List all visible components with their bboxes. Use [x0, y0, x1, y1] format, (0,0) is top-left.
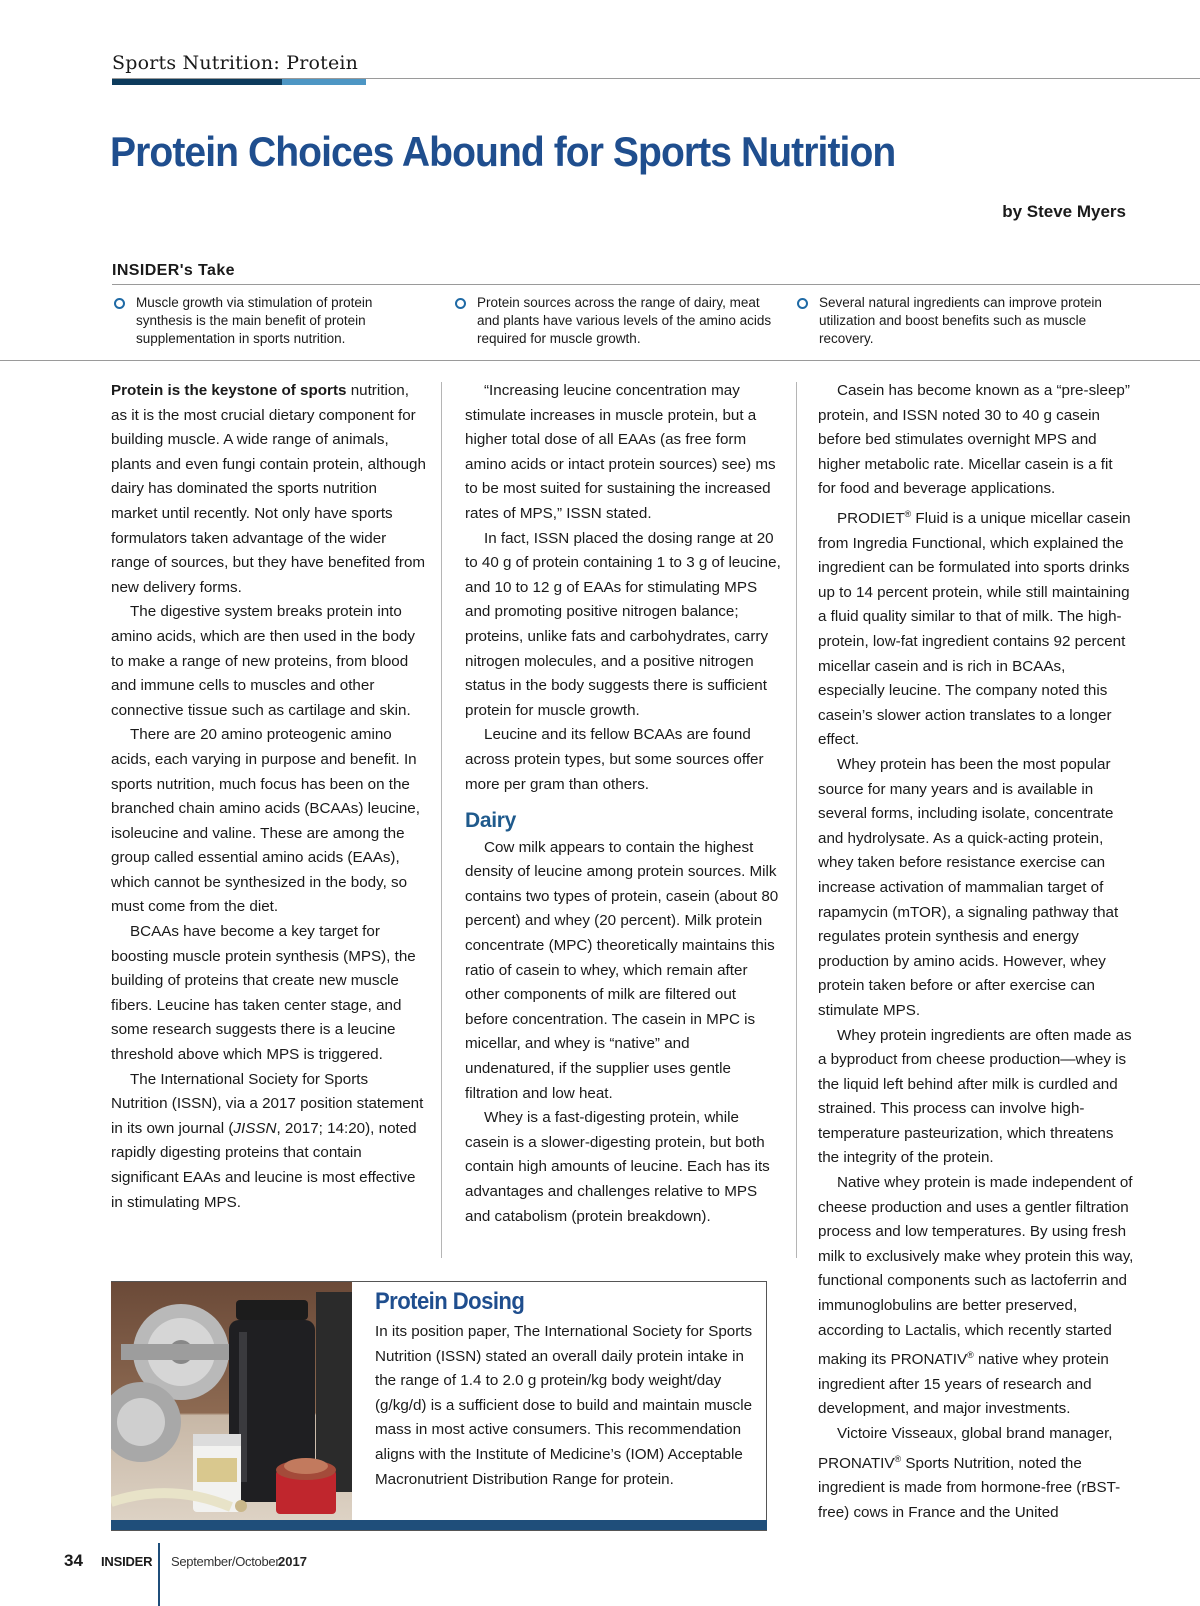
takeaway-text: Protein sources across the range of dairy, meat and plants have various levels of the amino acids required for muscle growth.	[477, 295, 772, 346]
paragraph: There are 20 amino proteogenic amino acids, each varying in purpose and benefit. In sports nutrition, much focus has been on the branched chain amino acids (BCAAs) leucine, isoleucine and valine. These are among the group called essential amino acids (EAAs), which cannot be synthesized in the body, so must come from the diet.	[111, 726, 420, 916]
lead-in: Protein is the keystone of sports	[111, 382, 347, 399]
article-title: Protein Choices Abound for Sports Nutrition	[110, 128, 896, 175]
paragraph	[111, 1068, 427, 1216]
journal-name: JISSN	[233, 1119, 277, 1137]
circle-bullet-icon	[455, 298, 466, 309]
sidebar-photo	[111, 1282, 352, 1520]
paragraph-text: Fluid is a unique micellar casein from Ingredia Functional, which explained the ingredient can be formulated into sports drinks up to 14 percent protein, while still maintaining a fluid quality similar to that of milk. The high-protein, low-fat ingredient contains 92 percent micellar casein and is rich in BCAAs, especially leucine. The company noted this casein’s slower action translates to a longer effect.	[818, 510, 1131, 749]
paragraph: The digestive system breaks protein into amino acids, which are then used in the body to make a range of new proteins, from blood and immune cells to muscles and other connective tissue such as cartilage and skin.	[111, 603, 415, 719]
sidebar-bottom-bar	[111, 1520, 767, 1530]
paragraph-text: , 2017; 14:20), noted rapidly digesting proteins that contain significant EAAs and leucine is most effective in stimulating MPS.	[111, 1119, 417, 1211]
paragraph: Whey protein has been the most popular source for many years and is available in several forms, including isolate, concentrate and hydrolysate. As a quick-acting protein, whey taken before resistance exercise can increase activation of mammalian target of rapamycin (mTOR), a signaling pathway that regulates protein synthesis and energy production by amino acids. However, whey protein taken before or after exercise can stimulate MPS.	[818, 755, 1119, 1019]
paragraph-text: native whey protein ingredient after 15 years of research and development, and major investments.	[818, 1351, 1109, 1418]
paragraph: Whey is a fast-digesting protein, while casein is a slower-digesting protein, but both contain high amounts of leucine. Each has its advantages and challenges relative to MPS and catabolism (protein breakdown).	[465, 1109, 770, 1225]
article-column-1	[111, 379, 427, 1215]
footer-year: 2017	[278, 1554, 307, 1569]
takeaway-item	[795, 294, 1115, 348]
circle-bullet-icon	[797, 298, 808, 309]
paragraph: BCAAs have become a key target for boosting muscle protein synthesis (MPS), the building of proteins that create new muscle fibers. Leucine has taken center stage, and some research suggests there is a leucine threshold above which MPS is triggered.	[111, 923, 416, 1064]
paragraph	[818, 502, 1134, 753]
takeaways-rule-top	[112, 284, 1200, 285]
paragraph	[818, 1171, 1134, 1422]
subhead-dairy: Dairy	[465, 809, 517, 833]
header-accent-light	[282, 79, 366, 85]
paragraph: “Increasing leucine concentration may stimulate increases in muscle protein, but a higher total dose of all EAAs (as free form amino acids or intact protein sources) see) ms to be most suited for sustaining the increased rates of MPS,” ISSN stated.	[465, 382, 776, 522]
takeaway-text: Muscle growth via stimulation of protein synthesis is the main benefit of protein supplementation in sports nutrition.	[136, 295, 373, 346]
article-column-3	[818, 379, 1134, 1526]
paragraph: Cow milk appears to contain the highest density of leucine among protein sources. Milk contains two types of protein, casein (about 80 percent) and whey (20 percent). Milk protein concentrate (MPC) theoretically maintains this ratio of casein to whey, which remain after other components of milk are filtered out before concentration. The casein in MPC is micellar, and whey is “native” and undenatured, if the supplier uses gentle filtration and low heat.	[465, 838, 779, 1102]
paragraph: Casein has become known as a “pre-sleep” protein, and ISSN noted 30 to 40 g casein before bed stimulates overnight MPS and higher metabolic rate. Micellar casein is a fit for food and beverage applications.	[818, 382, 1130, 498]
circle-bullet-icon	[114, 298, 125, 309]
supplements-photo-illustration	[111, 1282, 352, 1520]
registered-mark: ®	[967, 1350, 974, 1361]
paragraph-text: Sports Nutrition, noted the ingredient is made from hormone-free (rBST-free) cows in France and the United	[818, 1454, 1121, 1521]
paragraph: Leucine and its fellow BCAAs are found across protein types, but some sources offer more per gram than others.	[465, 726, 764, 793]
paragraph-text: Native whey protein is made independent of cheese production and uses a gentler filtration process and low temperatures. By using fresh milk to exclusively make whey protein this way, functional components such as lactoferrin and immunoglobulins are better preserved, according to Lactalis, which recently started making its PRONATIV	[818, 1174, 1134, 1369]
takeaways-rule-bottom	[0, 360, 1200, 361]
paragraph: Whey protein ingredients are often made as a byproduct from cheese production—whey is the liquid left behind after milk is curdled and strained. This process can involve high-temperature pasteurization, which threatens the integrity of the protein.	[818, 1026, 1132, 1167]
registered-mark: ®	[904, 508, 912, 519]
sidebar-title: Protein Dosing	[375, 1288, 525, 1315]
paragraph-text: The International Society for Sports Nutrition (ISSN), via a 2017 position statement in its own journal (	[111, 1070, 424, 1137]
column-divider	[441, 382, 442, 1258]
paragraph: In fact, ISSN placed the dosing range at 20 to 40 g of protein containing 1 to 3 g of leucine, and 10 to 12 g of EAAs for stimulating MPS and promoting positive nitrogen balance; proteins, unlike fats and carbohydrates, carry nitrogen molecules, and a positive nitrogen status in the body suggests there is sufficient protein for muscle growth.	[465, 529, 781, 719]
paragraph	[818, 1422, 1134, 1525]
footer-issue: September/October	[171, 1554, 280, 1569]
paragraph-text: nutrition, as it is the most crucial dietary component for building muscle. A wide range of animals, plants and even fungi contain protein, although dairy has dominated the sports nutrition market until recently. Not only have sports formulators taken advantage of the wider range of sources, but they have benefited from new delivery forms.	[111, 382, 426, 596]
takeaway-item	[453, 294, 773, 348]
byline: by Steve Myers	[1002, 202, 1126, 221]
takeaway-text: Several natural ingredients can improve protein utilization and boost benefits such as muscle recovery.	[819, 295, 1102, 346]
footer-divider	[158, 1543, 160, 1606]
footer-brand: INSIDER	[101, 1554, 153, 1569]
column-divider	[796, 382, 797, 1258]
article-column-2	[465, 379, 781, 1229]
paragraph-text: PRODIET	[837, 510, 905, 528]
paragraph-text: Victoire Visseaux, global brand manager, PRONATIV	[818, 1425, 1113, 1472]
section-label: Sports Nutrition: Protein	[112, 52, 359, 74]
registered-mark: ®	[894, 1453, 902, 1464]
takeaways-heading: INSIDER's Take	[112, 262, 235, 279]
paragraph	[111, 379, 427, 600]
page-number: 34	[64, 1551, 83, 1570]
takeaway-item	[112, 294, 432, 348]
header-accent-dark	[112, 79, 282, 85]
sidebar-text: In its position paper, The International Society for Sports Nutrition (ISSN) stated an overall daily protein intake in the range of 1.4 to 2.0 g protein/kg body weight/day (g/kg/d) is a sufficient dose to build and maintain muscle mass in most active consumers. This recommendation aligns with the Institute of Medicine’s (IOM) Acceptable Macronutrient Distribution Range for protein.	[375, 1323, 753, 1488]
